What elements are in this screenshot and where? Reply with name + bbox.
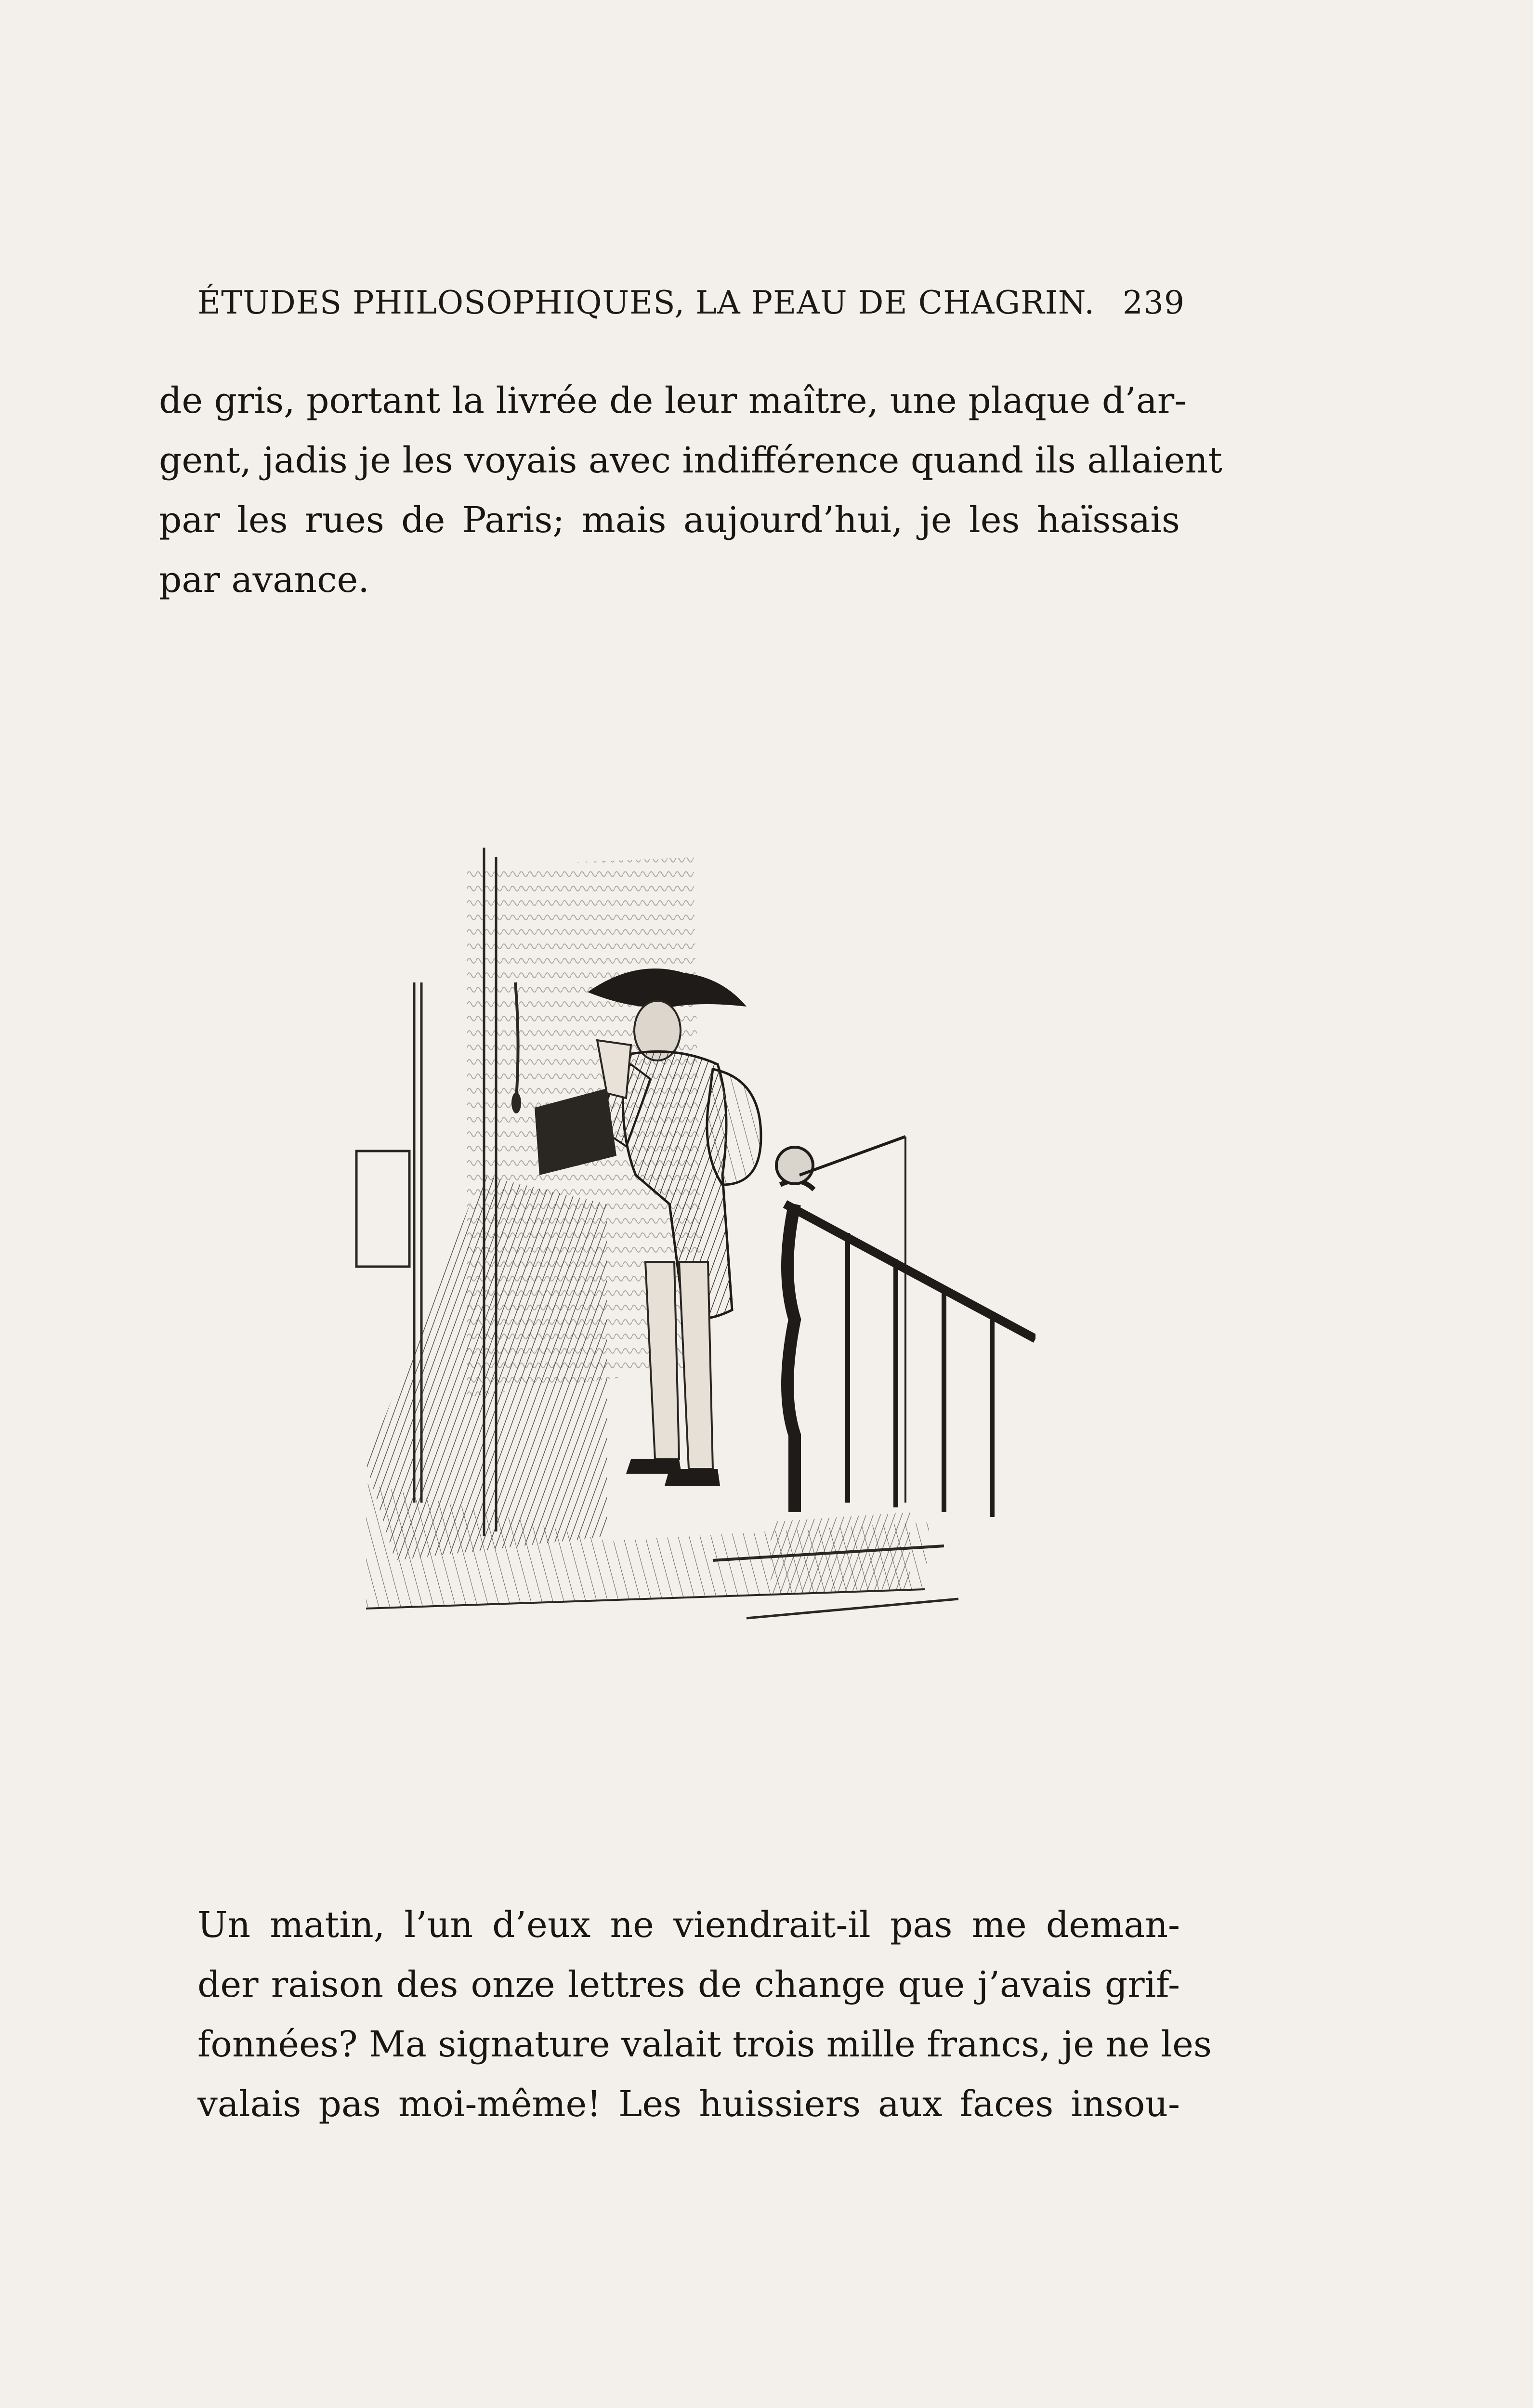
lower-step-edge [747, 1599, 958, 1618]
text-line: Un matin, l’un d’eux ne viendrait-il pas me deman- [197, 1904, 1180, 1946]
bell-handle [511, 1092, 521, 1113]
page-number: 239 [1123, 284, 1185, 321]
text-line: der raison des onze lettres de change que j’avais grif- [197, 1964, 1180, 2005]
engraving-illustration-icon [337, 838, 1035, 1714]
text-line: gent, jadis je les voyais avec indifférence quand ils allaient [159, 440, 1222, 481]
leg-right [679, 1262, 713, 1469]
shoe-right [665, 1469, 720, 1486]
satchel [707, 1069, 761, 1185]
illustration-drawing [337, 838, 1035, 1714]
running-header [197, 284, 1185, 321]
text-line: par avance. [159, 559, 369, 601]
banister [776, 1137, 1035, 1517]
leg-left [645, 1262, 679, 1459]
paragraph-bottom [197, 1895, 1212, 2134]
paragraph-top [159, 371, 1222, 610]
text-line: fonnées? Ma signature valait trois mille francs, je ne les [197, 2024, 1212, 2065]
text-line: de gris, portant la livrée de leur maître, une plaque d’ar- [159, 380, 1187, 421]
running-header-title: ÉTUDES PHILOSOPHIQUES, LA PEAU DE CHAGRIN. [197, 284, 1095, 321]
text-line: valais pas moi-même! Les huissiers aux faces insou- [197, 2083, 1180, 2125]
text-line: par les rues de Paris; mais aujourd’hui, je les haïssais [159, 499, 1180, 541]
